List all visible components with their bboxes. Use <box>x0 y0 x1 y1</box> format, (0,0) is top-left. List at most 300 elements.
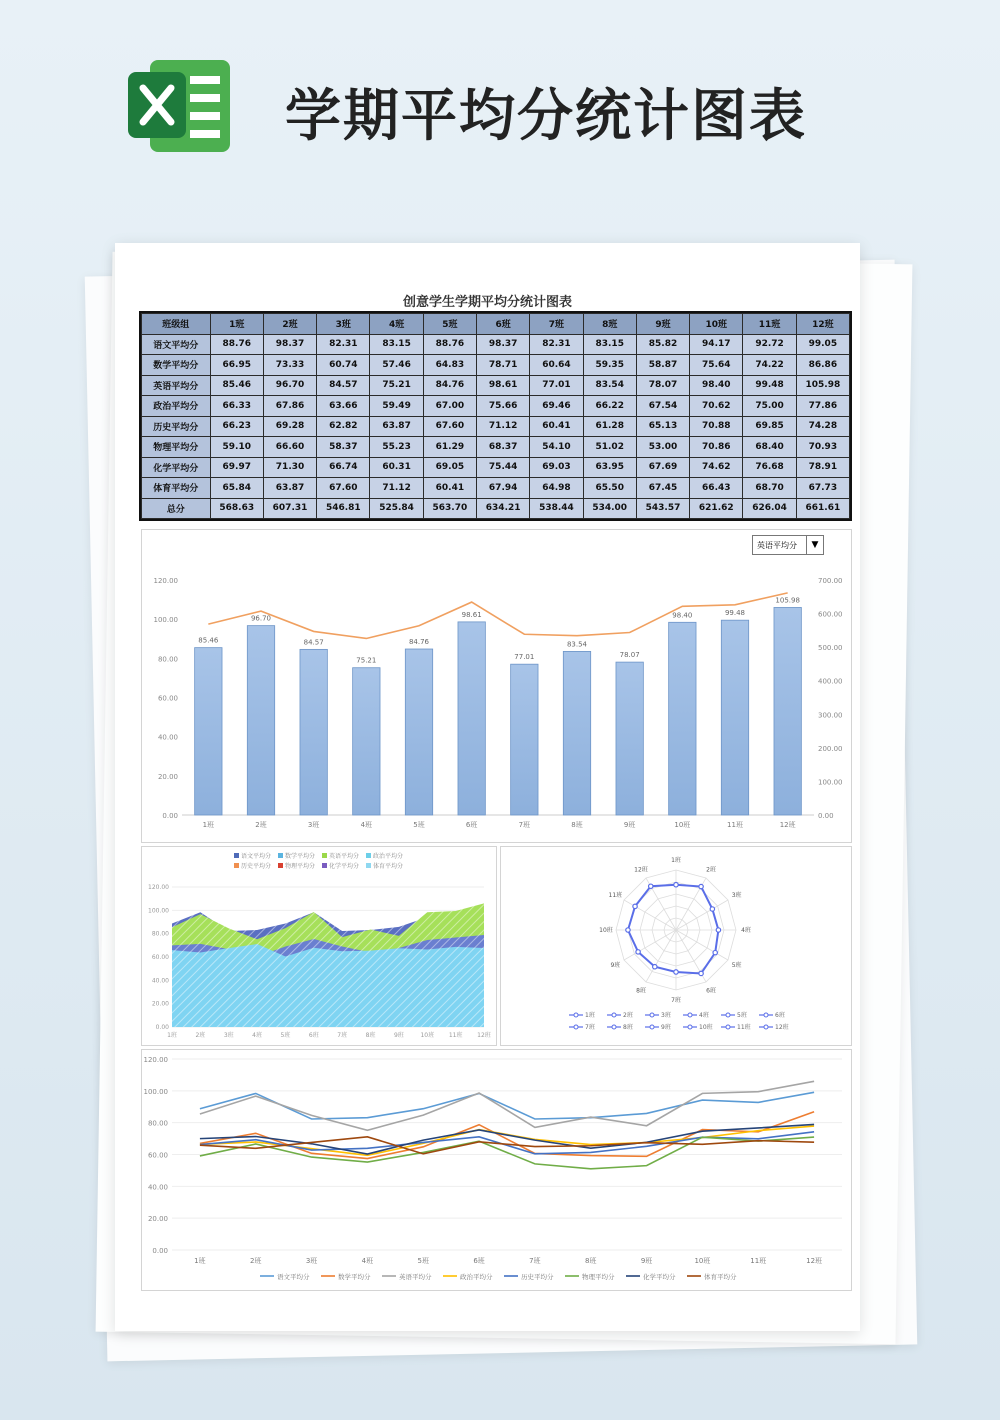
data-label: 98.40 <box>672 611 693 620</box>
y-tick-label: 60.00 <box>151 954 169 961</box>
x-tick-label: 12班 <box>477 1032 491 1039</box>
x-tick-label: 9班 <box>393 1032 404 1039</box>
table-cell: 66.60 <box>263 437 316 458</box>
radar-point <box>699 884 703 888</box>
y-tick-label: 120.00 <box>148 884 169 891</box>
table-cell: 621.62 <box>690 498 743 519</box>
radar-point <box>636 950 640 954</box>
table-cell: 57.46 <box>370 355 423 376</box>
table-row <box>142 355 850 376</box>
y-tick-label: 40.00 <box>151 977 169 985</box>
table-cell: 98.37 <box>263 334 316 355</box>
column-header: 7班 <box>530 314 583 335</box>
table-cell: 525.84 <box>370 498 423 519</box>
table-cell: 68.37 <box>477 437 530 458</box>
x-tick-label: 4班 <box>361 1257 374 1265</box>
table-cell: 58.37 <box>317 437 370 458</box>
y-tick-label: 60.00 <box>157 694 178 703</box>
table-cell: 60.41 <box>423 478 476 499</box>
x-tick-label: 10班 <box>420 1032 435 1039</box>
excel-logo-icon <box>128 58 232 154</box>
table-cell: 626.04 <box>743 498 796 519</box>
bar <box>353 668 380 815</box>
table-cell: 98.40 <box>690 375 743 396</box>
legend-label: 英语平均分 <box>329 853 360 860</box>
column-header: 5班 <box>423 314 476 335</box>
table-cell: 68.40 <box>743 437 796 458</box>
table-cell: 92.72 <box>743 334 796 355</box>
legend-marker <box>764 1013 768 1017</box>
row-label: 英语平均分 <box>142 375 211 396</box>
y2-tick-label: 400.00 <box>818 677 843 686</box>
table-cell: 59.10 <box>210 437 263 458</box>
x-tick-label: 6班 <box>473 1257 485 1265</box>
table-cell: 67.45 <box>636 478 689 499</box>
table-cell: 98.37 <box>477 334 530 355</box>
table-cell: 69.03 <box>530 457 583 478</box>
table-cell: 69.28 <box>263 416 316 437</box>
table-cell: 83.15 <box>583 334 636 355</box>
legend-label: 政治平均分 <box>460 1273 493 1281</box>
bar <box>300 649 327 815</box>
x-tick-label: 12班 <box>806 1257 823 1265</box>
table-cell: 75.44 <box>477 457 530 478</box>
radar-axis-label: 6班 <box>706 987 716 995</box>
table-cell: 60.31 <box>370 457 423 478</box>
table-cell: 78.91 <box>796 457 849 478</box>
table-cell: 77.01 <box>530 375 583 396</box>
row-label: 总分 <box>142 498 211 519</box>
radar-axis-label: 4班 <box>741 927 751 934</box>
legend-label: 英语平均分 <box>399 1273 432 1281</box>
table-cell: 71.12 <box>477 416 530 437</box>
column-header: 2班 <box>263 314 316 335</box>
x-tick-label: 1班 <box>202 821 215 829</box>
x-tick-label: 2班 <box>195 1032 206 1039</box>
area-chart-panel <box>141 846 497 1046</box>
column-header: 6班 <box>477 314 530 335</box>
bar <box>616 662 643 815</box>
y-tick-label: 120.00 <box>153 577 178 585</box>
table-cell: 76.68 <box>743 457 796 478</box>
total-score-line <box>208 593 787 639</box>
y2-tick-label: 0.00 <box>818 812 834 820</box>
legend-marker <box>726 1025 730 1029</box>
radar-point <box>699 971 703 975</box>
legend-marker <box>574 1025 578 1029</box>
legend-label: 7班 <box>585 1024 595 1031</box>
table-cell: 105.98 <box>796 375 849 396</box>
table-cell: 74.22 <box>743 355 796 376</box>
radar-axis-label: 7班 <box>671 997 681 1004</box>
data-label: 84.57 <box>303 638 324 647</box>
bar <box>247 626 274 815</box>
bar <box>563 651 590 815</box>
x-tick-label: 8班 <box>365 1032 376 1039</box>
table-cell: 66.43 <box>690 478 743 499</box>
table-cell: 563.70 <box>423 498 476 519</box>
line-chart-panel <box>141 1049 852 1291</box>
bar <box>774 607 801 815</box>
radar-point <box>649 884 653 888</box>
y-tick-label: 60.00 <box>147 1151 168 1160</box>
legend-label: 语文平均分 <box>277 1273 310 1281</box>
table-cell: 98.61 <box>477 375 530 396</box>
line-chart <box>142 1050 851 1290</box>
row-label: 历史平均分 <box>142 416 211 437</box>
x-tick-label: 1班 <box>194 1257 206 1265</box>
table-cell: 75.00 <box>743 396 796 417</box>
x-tick-label: 3班 <box>307 821 320 829</box>
column-header: 3班 <box>317 314 370 335</box>
table-cell: 65.50 <box>583 478 636 499</box>
x-tick-label: 4班 <box>360 821 373 829</box>
x-tick-label: 9班 <box>623 821 636 829</box>
x-tick-label: 3班 <box>305 1257 318 1265</box>
table-cell: 62.82 <box>317 416 370 437</box>
y2-tick-label: 100.00 <box>818 778 843 787</box>
radar-point <box>716 928 720 932</box>
row-label: 数学平均分 <box>142 355 211 376</box>
legend-marker <box>726 1013 730 1017</box>
radar-point <box>653 965 657 969</box>
legend-label: 数学平均分 <box>338 1273 371 1281</box>
subject-select[interactable] <box>752 535 824 555</box>
table-cell: 88.76 <box>210 334 263 355</box>
data-label: 77.01 <box>514 653 535 662</box>
y2-tick-label: 300.00 <box>818 711 843 720</box>
table-cell: 71.30 <box>263 457 316 478</box>
table-row <box>142 478 850 499</box>
score-table <box>141 313 850 519</box>
legend-label: 化学平均分 <box>643 1273 676 1281</box>
x-tick-label: 2班 <box>250 1257 262 1265</box>
bar <box>669 622 696 815</box>
table-cell: 66.33 <box>210 396 263 417</box>
legend-label: 数学平均分 <box>285 853 316 860</box>
table-cell: 74.28 <box>796 416 849 437</box>
x-tick-label: 8班 <box>571 821 583 829</box>
legend-label: 9班 <box>661 1024 671 1031</box>
table-cell: 70.86 <box>690 437 743 458</box>
radar-point <box>674 883 678 887</box>
x-tick-label: 8班 <box>585 1257 597 1265</box>
table-cell: 78.07 <box>636 375 689 396</box>
data-label: 78.07 <box>619 651 640 660</box>
x-tick-label: 6班 <box>465 821 478 829</box>
bar-line-chart <box>142 530 851 842</box>
legend-label: 历史平均分 <box>241 863 272 870</box>
radar-axis-label: 12班 <box>634 866 648 874</box>
combo-chart-panel <box>141 529 852 843</box>
column-header: 12班 <box>796 314 849 335</box>
radar-axis-label: 9班 <box>610 962 621 969</box>
legend-label: 历史平均分 <box>521 1273 554 1281</box>
legend-label: 2班 <box>623 1012 633 1019</box>
spreadsheet-page <box>115 243 860 1331</box>
table-cell: 70.62 <box>690 396 743 417</box>
row-label: 语文平均分 <box>142 334 211 355</box>
radar-axis-label: 8班 <box>636 987 646 995</box>
table-cell: 634.21 <box>477 498 530 519</box>
table-cell: 64.98 <box>530 478 583 499</box>
y-tick-label: 40.00 <box>147 1183 168 1192</box>
table-cell: 99.05 <box>796 334 849 355</box>
radar-point <box>674 970 678 974</box>
table-cell: 53.00 <box>636 437 689 458</box>
column-header: 8班 <box>583 314 636 335</box>
legend-swatch <box>234 863 239 868</box>
bar <box>458 622 485 815</box>
y-tick-label: 0.00 <box>155 1024 169 1031</box>
data-label: 84.76 <box>408 638 430 647</box>
subject-select-value: 英语平均分 <box>757 541 797 550</box>
table-cell: 64.83 <box>423 355 476 376</box>
y-tick-label: 80.00 <box>157 655 178 664</box>
table-cell: 83.54 <box>583 375 636 396</box>
table-cell: 60.41 <box>530 416 583 437</box>
table-cell: 58.87 <box>636 355 689 376</box>
table-cell: 63.87 <box>370 416 423 437</box>
data-label: 99.48 <box>724 609 746 618</box>
table-cell: 83.15 <box>370 334 423 355</box>
table-cell: 66.22 <box>583 396 636 417</box>
table-cell: 84.76 <box>423 375 476 396</box>
chevron-down-icon[interactable]: ▼ <box>806 536 823 554</box>
table-cell: 69.85 <box>743 416 796 437</box>
table-cell: 70.88 <box>690 416 743 437</box>
row-label: 政治平均分 <box>142 396 211 417</box>
legend-swatch <box>322 863 327 868</box>
legend-marker <box>688 1013 692 1017</box>
legend-label: 12班 <box>775 1024 789 1031</box>
x-tick-label: 5班 <box>280 1032 291 1039</box>
radar-point <box>633 904 637 908</box>
data-label: 105.98 <box>775 596 800 605</box>
table-cell: 82.31 <box>317 334 370 355</box>
x-tick-label: 7班 <box>529 1257 541 1265</box>
table-row <box>142 416 850 437</box>
row-label: 化学平均分 <box>142 457 211 478</box>
x-tick-label: 11班 <box>750 1257 767 1265</box>
x-tick-label: 7班 <box>518 821 531 829</box>
table-cell: 543.57 <box>636 498 689 519</box>
x-tick-label: 5班 <box>417 1257 429 1265</box>
x-tick-label: 9班 <box>640 1257 653 1265</box>
bar <box>721 620 748 815</box>
table-cell: 66.23 <box>210 416 263 437</box>
x-tick-label: 3班 <box>223 1032 234 1039</box>
table-cell: 96.70 <box>263 375 316 396</box>
table-row <box>142 437 850 458</box>
legend-swatch <box>322 853 327 858</box>
legend-label: 物理平均分 <box>285 863 316 870</box>
table-cell: 59.35 <box>583 355 636 376</box>
table-cell: 568.63 <box>210 498 263 519</box>
y-tick-label: 40.00 <box>157 733 178 742</box>
radar-axis-label: 5班 <box>731 962 742 969</box>
legend-label: 体育平均分 <box>704 1273 737 1281</box>
table-corner-header: 班级组 <box>142 314 211 335</box>
table-cell: 70.93 <box>796 437 849 458</box>
bar <box>195 648 222 815</box>
radar-point <box>710 907 714 911</box>
radar-point <box>713 950 717 954</box>
data-label: 75.21 <box>356 656 377 665</box>
bar <box>405 649 432 815</box>
x-tick-label: 4班 <box>252 1032 263 1039</box>
legend-swatch <box>366 863 371 868</box>
legend-label: 6班 <box>775 1012 785 1019</box>
legend-label: 4班 <box>699 1012 709 1019</box>
legend-swatch <box>366 853 371 858</box>
radar-point <box>626 928 630 932</box>
table-cell: 71.12 <box>370 478 423 499</box>
column-header: 9班 <box>636 314 689 335</box>
table-cell: 74.62 <box>690 457 743 478</box>
radar-axis-label: 1班 <box>671 857 681 864</box>
legend-swatch <box>234 853 239 858</box>
table-cell: 63.95 <box>583 457 636 478</box>
series-line <box>200 1092 814 1119</box>
legend-marker <box>764 1025 768 1029</box>
radar-chart <box>501 847 851 1045</box>
table-cell: 54.10 <box>530 437 583 458</box>
data-label: 85.46 <box>198 636 219 645</box>
table-row <box>142 396 850 417</box>
table-cell: 67.73 <box>796 478 849 499</box>
y2-tick-label: 200.00 <box>818 744 843 753</box>
legend-label: 化学平均分 <box>329 863 360 870</box>
y-tick-label: 20.00 <box>147 1215 168 1224</box>
legend-marker <box>612 1013 616 1017</box>
table-row <box>142 375 850 396</box>
x-tick-label: 5班 <box>413 821 425 829</box>
x-tick-label: 2班 <box>255 821 267 829</box>
table-cell: 99.48 <box>743 375 796 396</box>
legend-label: 3班 <box>661 1012 671 1019</box>
table-cell: 73.33 <box>263 355 316 376</box>
table-cell: 69.46 <box>530 396 583 417</box>
column-header: 4班 <box>370 314 423 335</box>
data-label: 83.54 <box>566 640 588 649</box>
table-cell: 94.17 <box>690 334 743 355</box>
table-cell: 75.64 <box>690 355 743 376</box>
legend-marker <box>688 1025 692 1029</box>
area-chart <box>142 847 496 1045</box>
table-cell: 63.66 <box>317 396 370 417</box>
y-tick-label: 0.00 <box>152 1247 168 1255</box>
table-cell: 538.44 <box>530 498 583 519</box>
y-tick-label: 0.00 <box>162 812 178 820</box>
legend-label: 5班 <box>737 1012 747 1019</box>
table-row <box>142 498 850 519</box>
y-tick-label: 100.00 <box>143 1087 168 1096</box>
row-label: 体育平均分 <box>142 478 211 499</box>
radar-axis-label: 10班 <box>599 927 613 934</box>
legend-label: 语文平均分 <box>241 853 272 860</box>
table-cell: 65.13 <box>636 416 689 437</box>
y-tick-label: 80.00 <box>147 1119 168 1128</box>
table-cell: 69.05 <box>423 457 476 478</box>
table-cell: 55.23 <box>370 437 423 458</box>
table-cell: 534.00 <box>583 498 636 519</box>
table-cell: 65.84 <box>210 478 263 499</box>
radar-axis-label: 3班 <box>731 892 742 899</box>
radar-axis-label: 11班 <box>608 892 623 899</box>
table-row <box>142 334 850 355</box>
table-cell: 82.31 <box>530 334 583 355</box>
table-cell: 68.70 <box>743 478 796 499</box>
column-header: 11班 <box>743 314 796 335</box>
legend-label: 政治平均分 <box>373 853 404 860</box>
table-cell: 67.86 <box>263 396 316 417</box>
table-cell: 63.87 <box>263 478 316 499</box>
table-cell: 51.02 <box>583 437 636 458</box>
x-tick-label: 11班 <box>448 1032 463 1039</box>
table-cell: 546.81 <box>317 498 370 519</box>
bar <box>511 664 538 815</box>
table-cell: 85.82 <box>636 334 689 355</box>
x-tick-label: 10班 <box>694 1257 711 1265</box>
table-cell: 60.64 <box>530 355 583 376</box>
column-header: 1班 <box>210 314 263 335</box>
x-tick-label: 12班 <box>779 821 796 829</box>
legend-marker <box>650 1025 654 1029</box>
page-title: 学期平均分统计图表 <box>285 84 807 149</box>
y2-tick-label: 500.00 <box>818 644 843 653</box>
x-tick-label: 11班 <box>727 821 743 829</box>
legend-label: 1班 <box>585 1012 595 1019</box>
table-cell: 85.46 <box>210 375 263 396</box>
table-cell: 67.69 <box>636 457 689 478</box>
y-tick-label: 80.00 <box>151 930 169 938</box>
x-tick-label: 6班 <box>308 1032 319 1039</box>
legend-label: 10班 <box>699 1024 713 1031</box>
legend-label: 11班 <box>737 1024 751 1031</box>
table-cell: 60.74 <box>317 355 370 376</box>
table-cell: 61.29 <box>423 437 476 458</box>
x-tick-label: 1班 <box>167 1032 177 1039</box>
area-layer <box>172 944 484 1027</box>
x-tick-label: 7班 <box>337 1032 348 1039</box>
table-cell: 607.31 <box>263 498 316 519</box>
y-tick-label: 100.00 <box>148 907 169 915</box>
legend-swatch <box>278 853 283 858</box>
legend-marker <box>650 1013 654 1017</box>
legend-marker <box>612 1025 616 1029</box>
legend-swatch <box>278 863 283 868</box>
table-cell: 59.49 <box>370 396 423 417</box>
table-cell: 67.60 <box>317 478 370 499</box>
y2-tick-label: 700.00 <box>818 577 843 585</box>
legend-marker <box>574 1013 578 1017</box>
y-tick-label: 20.00 <box>157 772 178 781</box>
legend-label: 8班 <box>623 1024 633 1031</box>
legend-label: 物理平均分 <box>582 1273 615 1281</box>
x-tick-label: 10班 <box>674 821 691 829</box>
table-cell: 66.95 <box>210 355 263 376</box>
radar-chart-panel <box>500 846 852 1046</box>
radar-series-line <box>628 885 718 974</box>
table-cell: 67.54 <box>636 396 689 417</box>
table-cell: 67.94 <box>477 478 530 499</box>
document-title: 创意学生学期平均分统计图表 <box>402 295 572 310</box>
y-tick-label: 100.00 <box>153 616 178 625</box>
table-row <box>142 457 850 478</box>
radar-axis-label: 2班 <box>706 866 716 874</box>
column-header: 10班 <box>690 314 743 335</box>
